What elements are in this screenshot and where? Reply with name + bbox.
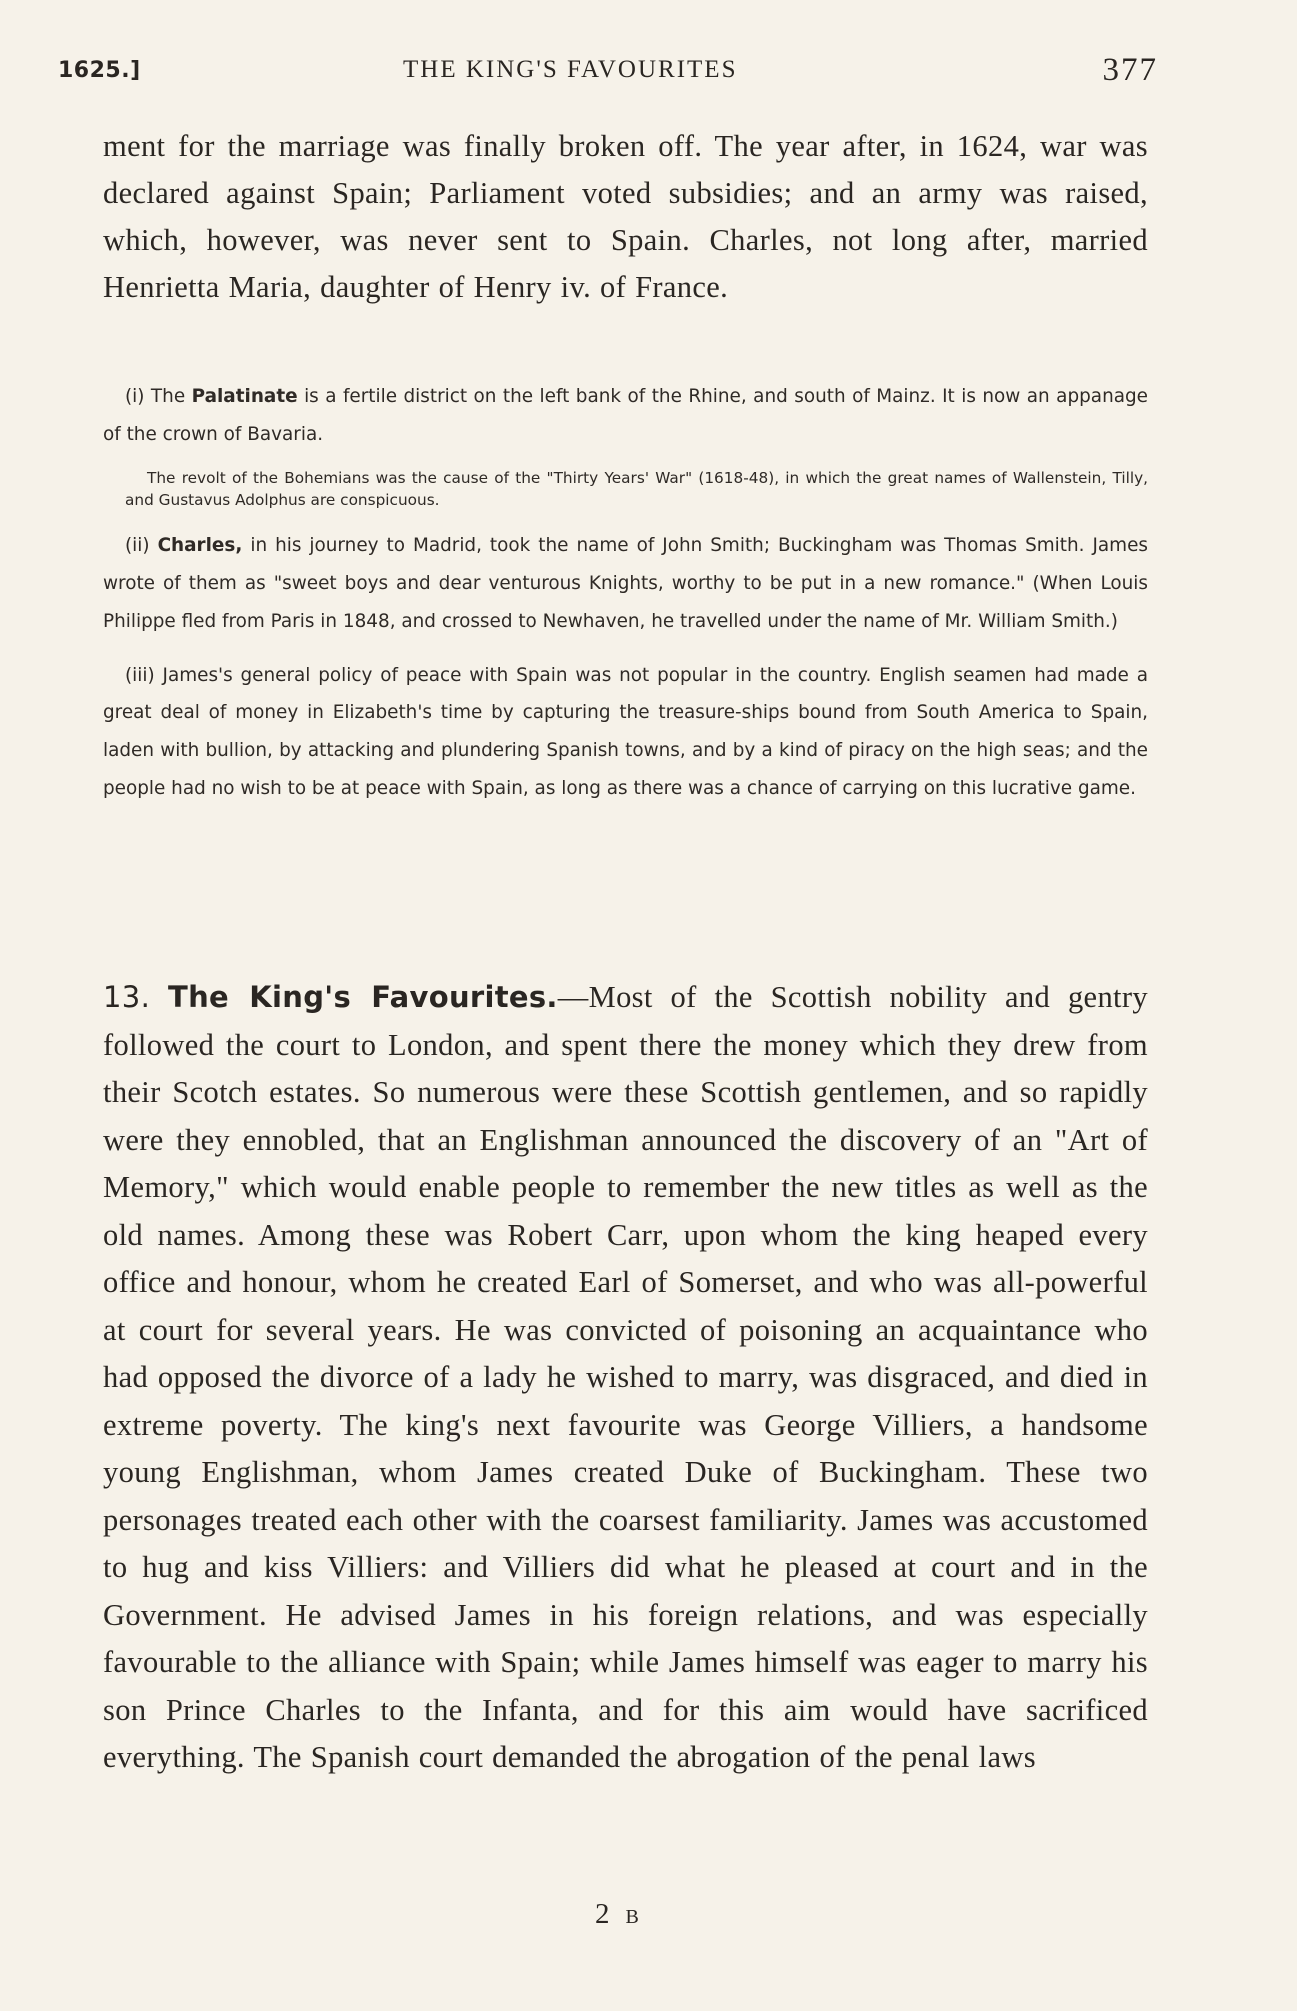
section-13 — [103, 974, 1148, 1782]
note-i-marker: (i) The — [125, 386, 186, 407]
signature-letter: B — [625, 1906, 641, 1928]
note-ii-text: in his journey to Madrid, took the name of John Smith; Buckingham was Thomas Smith. James wrote of them as "sweet boys and dear venturous Knights, worthy to be put in a new romance." (When Louis Philippe fled from Paris in 1848, and crossed to Newhaven, he travelled under the name of Mr. William Smith.) — [103, 535, 1148, 632]
note-i-inset — [103, 467, 1148, 511]
header-year: 1625.] — [58, 58, 141, 83]
note-i — [103, 378, 1148, 453]
note-iii-text: (iii) James's general policy of peace with Spain was not popular in the country. English seamen had made a great deal of money in Elizabeth's time by capturing the treasure-ships bound from South America to Spain, laden with bullion, by attacking and plundering Spanish towns, and by a kind of piracy on the high seas; and the people had no wish to be at peace with Spain, as long as there was a chance of carrying on this lucrative game. — [103, 664, 1148, 799]
signature-number: 2 — [595, 1898, 612, 1930]
note-ii-marker: (ii) — [125, 535, 150, 557]
note-iii — [103, 657, 1148, 808]
page-number: 377 — [1102, 52, 1158, 88]
signature-mark — [595, 1898, 641, 1931]
note-i-inset-text: The revolt of the Bohemians was the cause of the "Thirty Years' War" (1618-48), in which the great names of Wallenstein, Tilly, and Gustavus Adolphus are conspicuous. — [125, 469, 1148, 510]
notes-section — [103, 378, 1148, 807]
intro-paragraph: ment for the marriage was finally broken off. The year after, in 1624, war was declared against Spain; Parliament voted subsidies; and an army was raised, which, however, was never sent to Spain. Charles, not long after, married Henrietta Maria, daughter of Henry iv. of France. — [103, 129, 1148, 304]
section-heading: The King's Favourites. — [168, 980, 558, 1014]
running-head — [58, 52, 1158, 92]
note-i-term: Palatinate — [191, 386, 298, 407]
note-i-text: is a fertile district on the left bank of the Rhine, and south of Mainz. It is now an appanage of the crown of Bavaria. — [103, 386, 1148, 445]
section-number: 13. — [103, 980, 151, 1014]
header-title: THE KING'S FAVOURITES — [403, 56, 738, 83]
note-ii-term: Charles, — [157, 535, 243, 557]
note-ii — [103, 527, 1148, 640]
section-body: —Most of the Scottish nobility and gentry followed the court to London, and spent there the money which they drew from their Scotch estates. So numerous were these Scottish gentlemen, and so rapidly were they ennobled, that an Englishman announced the discovery of an "Art of Memory," which would enable people to remember the new titles as well as the old names. Among these was Robert Carr, upon whom the king heaped every office and honour, whom he created Earl of Somerset, and who was all-powerful at court for several years. He was convicted of poisoning an acquaintance who had opposed the divorce of a lady he wished to marry, was disgraced, and died in extreme poverty. The king's next favourite was George Villiers, a handsome young Englishman, whom James created Duke of Buckingham. These two personages treated each other with the coarsest familiarity. James was accustomed to hug and kiss Villiers: and Villiers did what he pleased at court and in the Government. He advised James in his foreign relations, and was especially favourable to the alliance with Spain; while James himself was eager to marry his son Prince Charles to the Infanta, and for this aim would have sacrificed everything. The Spanish court demanded the abrogation of the penal laws — [103, 980, 1148, 1774]
